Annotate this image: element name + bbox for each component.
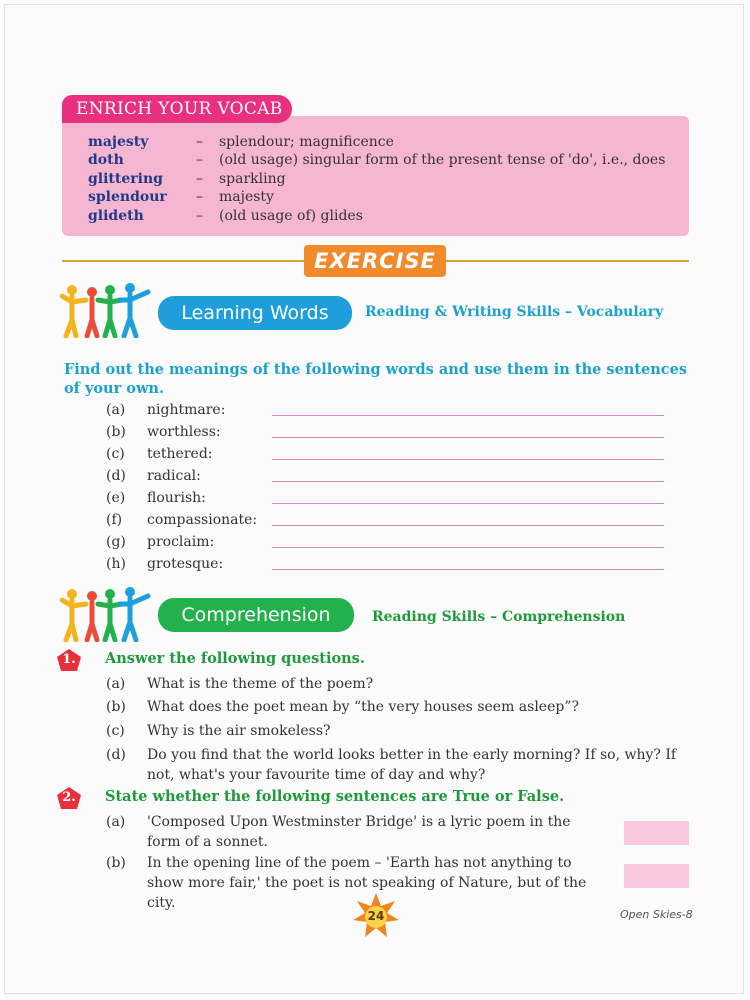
learning-words-instruction: Find out the meanings of the following words and use them in the sentences of your own. [64,361,688,397]
item-label: (a) [106,402,126,418]
item-label: (b) [106,855,126,871]
item-label: (d) [106,468,126,484]
answer-line[interactable] [272,569,664,570]
vocab-title: ENRICH YOUR VOCAB [62,95,292,123]
kids-figures-icon [60,586,152,642]
answer-line[interactable] [272,437,664,438]
question-number-badge [56,648,82,672]
comprehension-skills: Reading Skills – Comprehension [372,609,626,625]
item-text: 'Composed Upon Westminster Bridge' is a lyric poem in the form of a sonnet. [147,814,571,850]
kids-figures-icon [60,282,152,338]
item-word: proclaim: [147,534,215,550]
list-item [0,510,750,530]
item-text: Do you find that the world looks better in the early morning? If so, why? If not, what's your favourite time of day and why? [147,747,677,783]
vocab-definition: sparkling [219,171,286,187]
item-word: radical: [147,468,201,484]
item-text: What does the poet mean by “the very houses seem asleep”? [147,699,579,715]
vocab-definition: splendour; magnificence [219,134,394,150]
book-title: Open Skies-8 [620,908,693,921]
true-false-answer-box[interactable] [624,821,689,845]
list-item [0,532,750,552]
comprehension-banner: Comprehension [158,598,354,632]
exercise-badge: EXERCISE [304,245,446,277]
vocab-dash: – [196,152,203,168]
item-label: (h) [106,556,126,572]
item-label: (b) [106,699,126,715]
answer-line[interactable] [272,525,664,526]
item-label: (f) [106,512,123,528]
item-text: What is the theme of the poem? [147,676,374,692]
item-word: grotesque: [147,556,224,572]
vocab-word: glideth [88,208,144,224]
true-false-answer-box[interactable] [624,864,689,888]
item-label: (g) [106,534,126,550]
vocab-word: doth [88,152,124,168]
list-item [0,444,750,464]
vocab-box [62,116,689,236]
item-word: tethered: [147,446,213,462]
vocab-word: splendour [88,189,167,205]
page-number: 24 [367,909,385,923]
vocab-word: majesty [88,134,149,150]
item-word: worthless: [147,424,221,440]
list-item [0,400,750,420]
vocab-dash: – [196,171,203,187]
item-label: (d) [106,747,126,763]
question-heading: Answer the following questions. [105,650,365,667]
answer-line[interactable] [272,459,664,460]
list-item [0,488,750,508]
item-text: Why is the air smokeless? [147,723,331,739]
item-label: (c) [106,446,125,462]
item-label: (b) [106,424,126,440]
vocab-definition: (old usage) singular form of the present tense of 'do', i.e., does [219,152,666,168]
list-item [0,554,750,574]
question-number-badge [56,786,82,810]
learning-words-skills: Reading & Writing Skills – Vocabulary [365,304,664,320]
item-word: flourish: [147,490,206,506]
answer-line[interactable] [272,503,664,504]
vocab-dash: – [196,134,203,150]
item-label: (e) [106,490,126,506]
item-word: nightmare: [147,402,226,418]
question-number: 2. [62,790,76,805]
item-label: (c) [106,723,125,739]
learning-words-banner: Learning Words [158,296,352,330]
vocab-dash: – [196,189,203,205]
answer-line[interactable] [272,547,664,548]
vocab-definition: (old usage of) glides [219,208,363,224]
list-item [0,422,750,442]
item-word: compassionate: [147,512,258,528]
vocab-word: glittering [88,171,163,187]
item-label: (a) [106,814,126,830]
vocab-dash: – [196,208,203,224]
item-text: In the opening line of the poem – 'Earth has not anything to show more fair,' the poet is not speaking of Nature, but of the city. [147,855,587,911]
item-label: (a) [106,676,126,692]
answer-line[interactable] [272,481,664,482]
question-number: 1. [62,652,76,667]
answer-line[interactable] [272,415,664,416]
list-item [0,466,750,486]
question-heading: State whether the following sentences are True or False. [105,788,565,805]
vocab-definition: majesty [219,189,274,205]
